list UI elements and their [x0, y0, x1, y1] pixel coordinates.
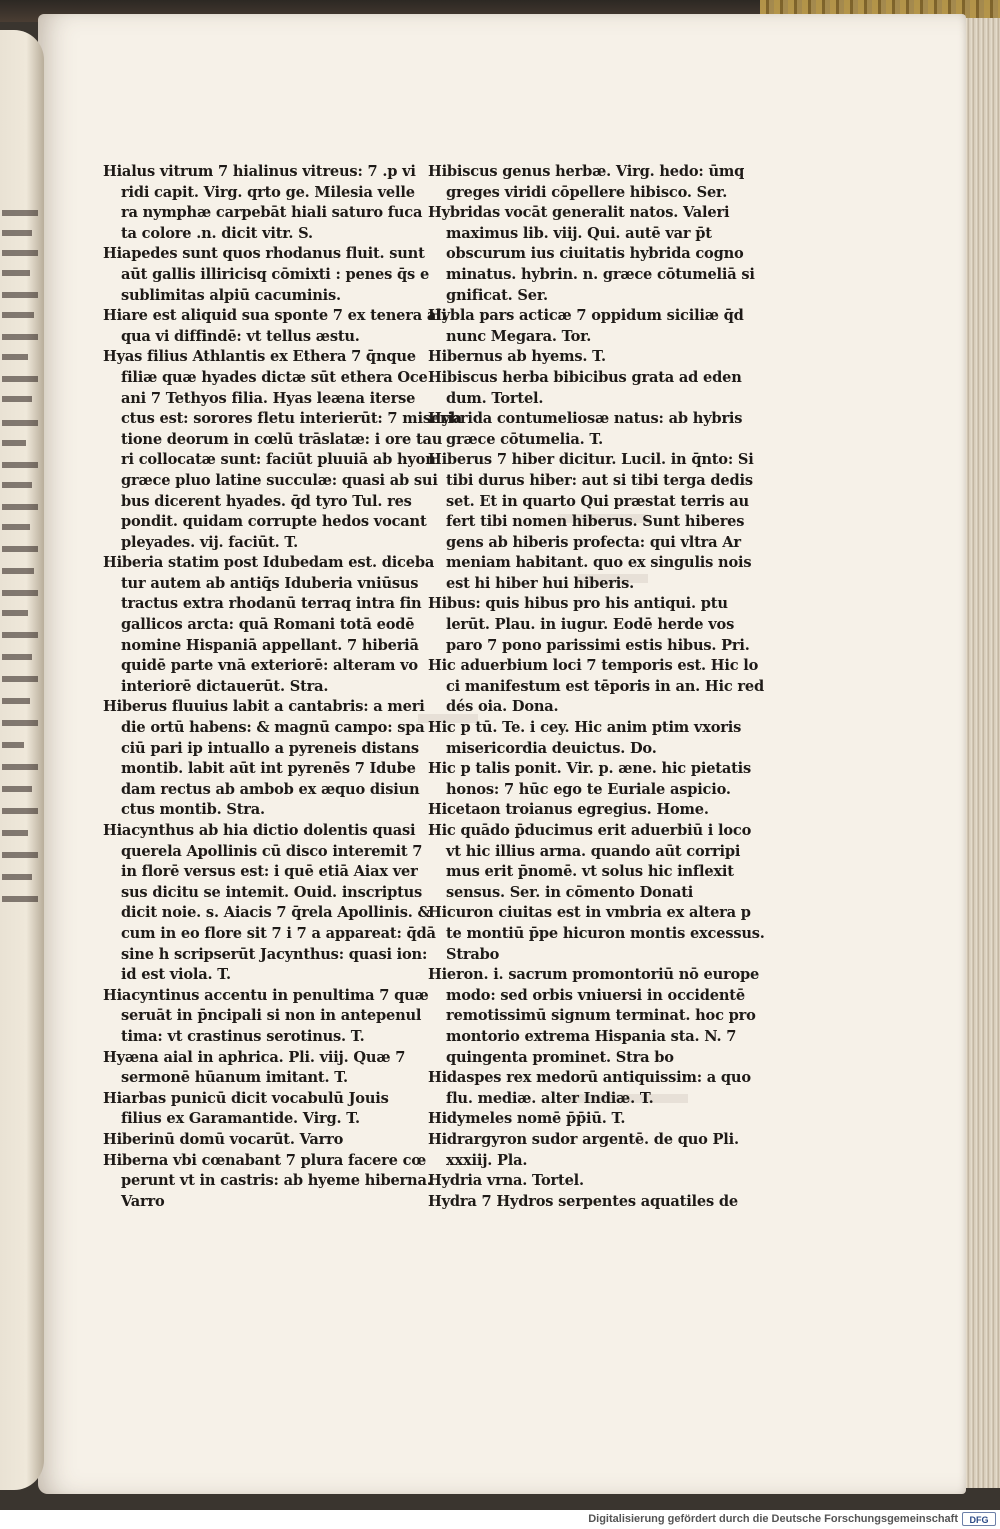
text-line: Hybridas vocāt generalit natos. Valeri [428, 204, 730, 222]
text-line: sus dicitu se intemit. Ouid. inscriptus [121, 883, 423, 901]
text-line: Hiberinū domū vocarūt. Varro [103, 1130, 344, 1148]
text-line: bus dicerent hyades. q̄d tyro Tul. res [121, 492, 412, 510]
text-line: pleyades. vij. faciūt. T. [121, 533, 299, 551]
text-line: Hyæna aial in aphrica. Pli. viij. Quæ 7 [103, 1048, 406, 1066]
text-line: nunc Megara. Tor. [446, 327, 592, 345]
text-line: Hiarbas punicū dicit vocabulū Jouis [103, 1089, 389, 1107]
text-line: id est viola. T. [121, 966, 231, 984]
text-line: montib. labit aūt int pyrenēs 7 Idube [121, 760, 416, 778]
text-line: dam rectus ab ambob ex æquo disiun [121, 780, 420, 798]
text-line: gens ab hiberis profecta: qui vltra Ar [446, 533, 741, 551]
text-line: Hicetaon troianus egregius. Home. [428, 801, 709, 819]
text-line: dicit noie. s. Aiacis 7 q̄rela Apollinis. & [121, 904, 431, 922]
text-line: modo: sed orbis vniuersi in occidentē [446, 986, 745, 1004]
text-line: Hidrargyron sudor argentē. de quo Pli. [428, 1130, 739, 1148]
text-line: Hidaspes rex medorū antiquissim: a quo [428, 1069, 751, 1087]
text-line: tibi durus hiber: aut si tibi terga dedis [446, 471, 753, 489]
text-line: Hibus: quis hibus pro his antiqui. ptu [428, 595, 728, 613]
text-line: in florē versus est: i quē etiā Aiax ver [121, 863, 418, 881]
text-line: quidē parte vnā exteriorē: alteram vo [121, 657, 418, 675]
text-line: misericordia deuictus. Do. [446, 739, 657, 757]
text-line: perunt vt in castris: ab hyeme hiberna. [121, 1172, 432, 1190]
text-line: pondit. quidam corrupte hedos vocant [121, 513, 427, 531]
text-line: Hic p tū. Te. i cey. Hic anim ptim vxoris [428, 719, 742, 737]
text-line: seruāt in p̄ncipali si non in antepenul [121, 1007, 422, 1025]
text-line: paro 7 pono parissimi estis hibus. Pri. [446, 636, 750, 654]
text-line: te montiū p̄pe hicuron montis excessus. [446, 924, 765, 942]
text-line: set. Et in quarto Qui præstat terris au [446, 492, 749, 510]
text-line: Hialus vitrum 7 hialinus vitreus: 7 .p vi [103, 163, 416, 180]
text-line: Hydra 7 Hydros serpentes aquatiles de [428, 1192, 738, 1210]
text-line: ra nymphæ carpebāt hiali saturo fuca [121, 204, 423, 222]
text-line: græce pluo latine succulæ: quasi ab sui [121, 471, 438, 489]
text-line: Varro [121, 1192, 165, 1210]
text-line: ctus est: sorores fletu interierūt: 7 miseria [121, 410, 463, 428]
text-line: lerūt. Plau. in iugur. Eodē herde vos [446, 616, 735, 634]
text-line: dum. Tortel. [446, 389, 544, 407]
text-line: Hibiscus herba bibicibus grata ad eden [428, 368, 742, 386]
text-line: nomine Hispaniā appellant. 7 hiberiā [121, 636, 419, 654]
text-line: Hieron. i. sacrum promontoriū nō europe [428, 966, 760, 984]
text-line: die ortū habens: & magnū campo: spa [121, 719, 425, 737]
text-line: Hibernus ab hyems. T. [428, 348, 606, 366]
text-line: honos: 7 hūc ego te Euriale aspicio. [446, 780, 731, 798]
text-line: ridi capit. Virg. qrto ge. Milesia velle [121, 183, 415, 201]
text-line: Hic p talis ponit. Vir. p. æne. hic pietatis [428, 760, 751, 778]
text-line: xxxiij. Pla. [446, 1151, 528, 1169]
text-line: tima: vt crastinus serotinus. T. [121, 1027, 365, 1045]
facing-page-edge [0, 30, 44, 1490]
text-line: sermonē hūanum imitant. T. [121, 1069, 348, 1087]
text-line: Hybrida contumeliosæ natus: ab hybris [428, 410, 743, 428]
text-line: meniam habitant. quo ex singulis nois [446, 554, 752, 572]
text-line: montorio extrema Hispania sta. N. 7 [446, 1027, 737, 1045]
text-line: Hiacynthus ab hia dictio dolentis quasi [103, 822, 416, 839]
text-line: filius ex Garamantide. Virg. T. [121, 1110, 360, 1128]
text-line: minatus. hybrin. n. græce cōtumeliā si [446, 265, 755, 283]
text-line: Hiberia statim post Idubedam est. diceba [103, 554, 435, 572]
text-line: Hiacyntinus accentu in penultima 7 quæ [103, 986, 429, 1004]
text-line: est hi hiber hui hiberis. [446, 574, 634, 592]
text-line: aūt gallis illiricisq cōmixti : penes q̄s e [121, 265, 430, 283]
text-line: fert tibi nomen hiberus. Sunt hiberes [446, 513, 745, 531]
text-line: Hiapedes sunt quos rhodanus fluit. sunt [103, 245, 425, 263]
text-line: tur autem ab antiq̄s Iduberia vniūsus [121, 574, 419, 592]
text-line: sensus. Ser. in cōmento Donati [446, 883, 694, 901]
text-line: ani 7 Tethyos filia. Hyas leæna iterse [121, 389, 416, 407]
funding-credit: Digitalisierung gefördert durch die Deutsche Forschungsgemeinschaft [588, 1513, 958, 1525]
text-column-right [428, 162, 765, 1212]
text-line: Hidymeles nomē p̄p̄iū. T. [428, 1110, 626, 1128]
text-line: obscurum ius ciuitatis hybrida cogno [446, 245, 744, 263]
text-line: Hicuron ciuitas est in vmbria ex altera p [428, 904, 751, 922]
text-line: Hic aduerbium loci 7 temporis est. Hic lo [428, 657, 759, 675]
text-line: interiorē dictauerūt. Stra. [121, 677, 329, 695]
text-line: querela Apollinis cū disco interemit 7 [121, 842, 423, 860]
text-line: vt hic illius arma. quando aūt corripi [446, 842, 741, 860]
text-line: dés oia. Dona. [446, 698, 559, 716]
text-line: ctus montib. Stra. [121, 801, 265, 819]
text-line: sine h scripserūt Jacynthus: quasi ion: [121, 945, 428, 963]
text-line: gallicos arcta: quā Romani totā eodē [121, 616, 415, 634]
text-column-left [103, 162, 462, 1212]
text-line: græce cōtumelia. T. [446, 430, 604, 448]
footer-bar [0, 1510, 1000, 1529]
text-line: ciū pari ip intuallo a pyreneis distans [121, 739, 419, 757]
text-line: sublimitas alpiū cacuminis. [121, 286, 341, 304]
text-line: mus erit p̄nomē. vt solus hic inflexit [446, 863, 734, 881]
text-line: Hiberus fluuius labit a cantabris: a meri [103, 698, 425, 716]
text-line: qua vi diffindē: vt tellus æstu. [121, 327, 360, 345]
text-line: ri collocatæ sunt: faciūt pluuiā ab hyon [121, 451, 436, 469]
text-line: Hiare est aliquid sua sponte 7 ex tenera ali [103, 307, 447, 325]
text-line: ta colore .n. dicit vitr. S. [121, 224, 313, 242]
text-line: tione deorum in cœlū trāslatæ: i ore tau [121, 430, 443, 448]
text-line: Hibiscus genus herbæ. Virg. hedo: ūmq [428, 163, 745, 180]
text-line: quingenta prominet. Stra bo [446, 1048, 674, 1066]
text-line: Strabo [446, 945, 500, 963]
text-line: filiæ quæ hyades dictæ sūt ethera Oce [121, 368, 428, 386]
text-line: ci manifestum est tēporis in an. Hic red [446, 677, 764, 695]
text-line: Hiberna vbi cœnabant 7 plura facere cœ [103, 1151, 427, 1169]
text-line: Hydria vrna. Tortel. [428, 1172, 584, 1190]
text-line: remotissimū signum terminat. hoc pro [446, 1007, 756, 1025]
text-line: Hic quādo p̄ducimus erit aduerbiū i loco [428, 822, 752, 839]
text-line: maximus lib. viij. Qui. autē var p̄t [446, 224, 712, 242]
text-line: Hyas filius Athlantis ex Ethera 7 q̄nque [103, 348, 416, 366]
page-edges [960, 18, 1000, 1488]
text-line: cum in eo flore sit 7 i 7 a appareat: q̄dā [121, 924, 436, 942]
text-line: flu. mediæ. alter Indiæ. T. [446, 1089, 654, 1107]
dfg-logo: DFG [962, 1512, 996, 1526]
text-line: Hybla pars acticæ 7 oppidum siciliæ q̄d [428, 307, 744, 325]
text-line: Hiberus 7 hiber dicitur. Lucil. in q̄nto: Si [428, 451, 754, 469]
text-line: gnificat. Ser. [446, 286, 548, 304]
text-line: greges viridi cōpellere hibisco. Ser. [446, 183, 728, 201]
text-line: tractus extra rhodanū terraq intra fin [121, 595, 422, 613]
